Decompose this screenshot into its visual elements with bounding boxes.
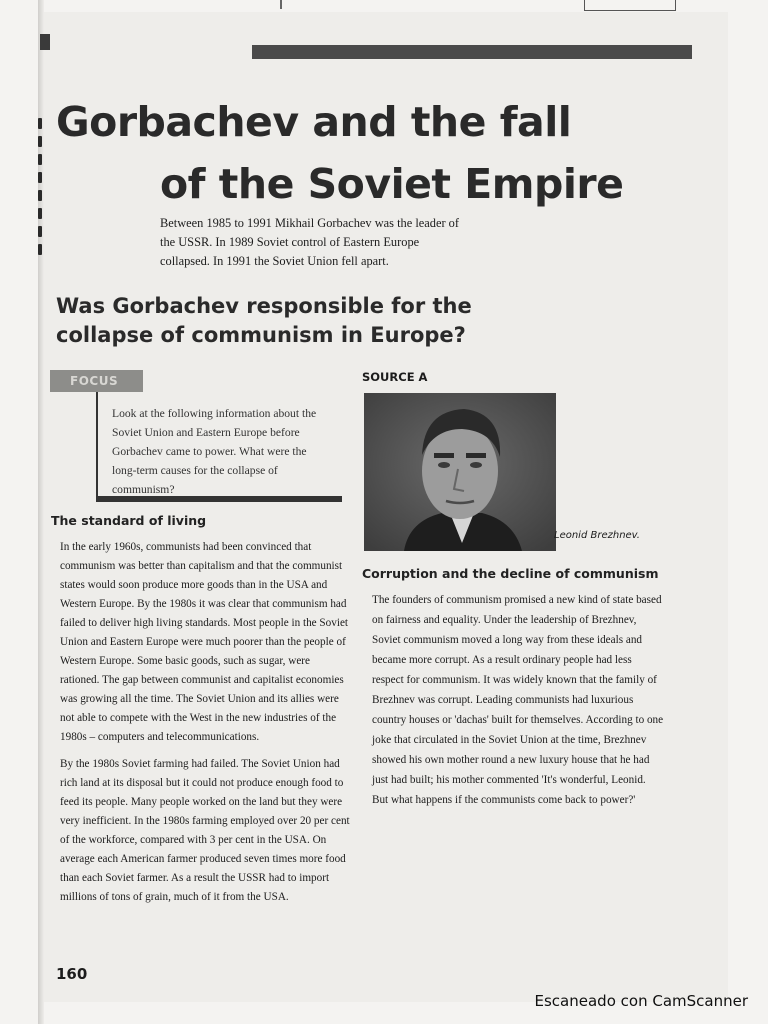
top-tick-mark — [280, 0, 282, 9]
page-number: 160 — [56, 965, 88, 983]
source-a-label: SOURCE A — [362, 370, 428, 384]
header-rule — [252, 45, 692, 59]
corruption-body — [372, 590, 664, 810]
key-question: Was Gorbachev responsible for the collapse of communism in Europe? — [56, 294, 472, 347]
intro-text: Between 1985 to 1991 Mikhail Gorbachev was the leader of the USSR. In 1989 Soviet control of Eastern Europe collapsed. In 1991 the Soviet Union fell apart. — [160, 216, 460, 268]
focus-label: FOCUS — [50, 370, 143, 392]
corruption-heading: Corruption and the decline of communism — [362, 566, 659, 581]
margin-marks — [38, 118, 44, 262]
top-box-mark — [584, 0, 676, 11]
brezhnev-portrait — [364, 393, 556, 551]
standard-of-living-heading: The standard of living — [51, 513, 207, 528]
paragraph: By the 1980s Soviet farming had failed. The Soviet Union had rich land at its disposal but it could not produce enough food to feed its people. Many people worked on the land but they were very inefficient. In the 1980s farming employed over 20 per cent of the workforce, compared with 3 per cent in the USA. On average each American farmer produced seven times more food than each Soviet farmer. As a result the USSR had to import millions of tons of grain, much of it from the USA. — [60, 758, 350, 903]
photo-caption: Leonid Brezhnev. — [554, 530, 640, 541]
focus-text: Look at the following information about the Soviet Union and Eastern Europe before Gorbachev came to power. What were the long-term causes for the collapse of communism? — [112, 407, 317, 496]
page-title-line1: Gorbachev and the fall — [56, 98, 572, 146]
standard-of-living-body — [60, 538, 350, 915]
scanner-watermark: Escaneado con CamScanner — [534, 992, 748, 1010]
page-title-line2: of the Soviet Empire — [160, 160, 624, 208]
paragraph: The founders of communism promised a new kind of state based on fairness and equality. Under the leadership of Brezhnev, Soviet communism moved a long way from these ideals and became more corrupt. As a result ordinary people had less respect for communism. It was widely known that the family of Brezhnev was corrupt. Leading communists had luxurious country houses or 'dachas' built for themselves. According to one joke that circulated in the Soviet Union at the time, Brezhnev showed his own mother round a new luxury house that he had just had built; his mother commented 'It's wonderful, Leonid. But what happens if the communists come back to power?' — [372, 594, 664, 806]
corner-mark — [40, 34, 50, 50]
paragraph: In the early 1960s, communists had been convinced that communism was better than capitalism and that the communist states would soon produce more goods than in the USA and Western Europe. By the 1980s it was clear that communism had failed to deliver high living standards. Most people in the Soviet Union and Eastern Europe were much poorer than the people of Western Europe. Some basic goods, such as sugar, were rationed. The gap between communist and capitalist economies was growing all the time. The Soviet Union and its allies were not able to compete with the West in the new industries of the 1980s – computers and telecommunications. — [60, 541, 349, 743]
